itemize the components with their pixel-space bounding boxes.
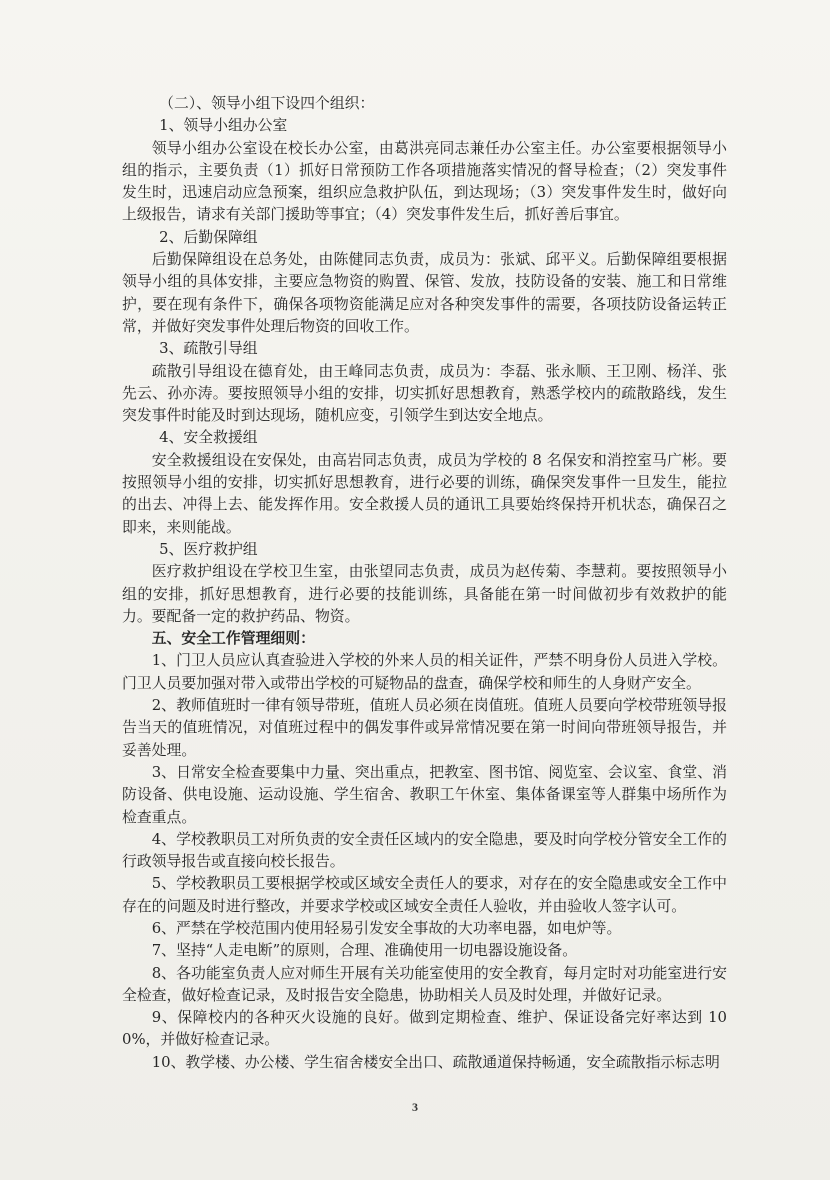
paragraph-rescue: 安全救援组设在安保处，由高岩同志负责，成员为学校的 8 名保安和消控室马广彬。要按照领导小组的安排，切实抓好思想教育，进行必要的训练，确保突发事件一旦发生，能拉的出去、冲得上去、能发挥作用。安全救援人员的通讯工具要始终保持开机状态，确保召之即来，来则能战。 — [122, 450, 727, 536]
subsection-heading-logistics: 2、后勤保障组 — [159, 227, 258, 246]
rule-item-3: 3、日常安全检查要集中力量、突出重点，把教室、图书馆、阅览室、会议室、食堂、消防设备、供电设施、运动设施、学生宿舍、教职工午休室、集体备课室等人群集中场所作为检查重点。 — [122, 762, 727, 826]
section-heading-2: （二）、领导小组下设四个组织： — [159, 94, 375, 112]
rule-item-6: 6、严禁在学校范围内使用轻易引发安全事故的大功率电器，如电炉等。 — [151, 918, 622, 937]
rule-item-10: 10、教学楼、办公楼、学生宿舍楼安全出口、疏散通道保持畅通，安全疏散指示标志明 — [151, 1052, 720, 1071]
paragraph-office: 领导小组办公室设在校长办公室，由葛洪亮同志兼任办公室主任。办公室要根据领导小组的指示，主要负责（1）抓好日常预防工作各项措施落实情况的督导检查；（2）突发事件发生时，迅速启动应急预案，组织应急救护队伍，到达现场；（3）突发事件发生时，做好向上级报告，请求有关部门援助等事宜；（4）突发事件发生后，抓好善后事宜。 — [122, 138, 727, 224]
page-number: 3 — [412, 1100, 418, 1114]
rule-item-8: 8、各功能室负责人应对师生开展有关功能室使用的安全教育，每月定时对功能室进行安全检查，做好检查记录，及时报告安全隐患，协助相关人员及时处理，并做好记录。 — [122, 963, 727, 1004]
rule-item-5: 5、学校教职员工要根据学校或区域安全责任人的要求，对存在的安全隐患或安全工作中存在的问题及时进行整改，并要求学校或区域安全责任人验收，并由验收人签字认可。 — [122, 874, 727, 915]
rule-item-9: 9、保障校内的各种灭火设施的良好。做到定期检查、维护、保证设备完好率达到 100%，并做好检查记录。 — [122, 1008, 727, 1049]
document-body — [122, 92, 727, 1073]
rule-item-2: 2、教师值班时一律有领导带班，值班人员必须在岗值班。值班人员要向学校带班领导报告当天的值班情况，对值班过程中的偶发事件或异常情况要在第一时间向带班领导报告，并妥善处理。 — [122, 696, 727, 759]
rule-item-4: 4、学校教职员工对所负责的安全责任区域内的安全隐患，要及时向学校分管安全工作的行政领导报告或直接向校长报告。 — [122, 829, 727, 871]
paragraph-evacuation: 疏散引导组设在德育处，由王峰同志负责，成员为：李磊、张永顺、王卫刚、杨洋、张先云、孙亦涛。要按照领导小组的安排，切实抓好思想教育，熟悉学校内的疏散路线，发生突发事件时能及时到达现场，随机应变，引领学生到达安全地点。 — [122, 361, 727, 425]
subsection-heading-evacuation: 3、疏散引导组 — [159, 339, 258, 358]
subsection-heading-office: 1、领导小组办公室 — [159, 116, 288, 135]
section-heading-5: 五、安全工作管理细则： — [151, 629, 315, 648]
rule-item-7: 7、坚持“人走电断”的原则，合理、准确使用一切电器设施设备。 — [151, 941, 578, 960]
rule-item-1: 1、门卫人员应认真查验进入学校的外来人员的相关证件，严禁不明身份人员进入学校。门卫人员要加强对带入或带出学校的可疑物品的盘查，确保学校和师生的人身财产安全。 — [122, 651, 727, 692]
subsection-heading-rescue: 4、安全救援组 — [159, 428, 258, 447]
paragraph-logistics: 后勤保障组设在总务处，由陈健同志负责，成员为：张斌、邱平义。后勤保障组要根据领导小组的具体安排，主要应急物资的购置、保管、发放，技防设备的安装、施工和日常维护，要在现有条件下，确保各项物资能满足应对各种突发事件的需要，各项技防设备运转正常，并做好突发事件处理后物资的回收工作。 — [122, 250, 727, 335]
subsection-heading-medical: 5、医疗救护组 — [159, 539, 258, 558]
paragraph-medical: 医疗救护组设在学校卫生室，由张望同志负责，成员为赵传菊、李慧莉。要按照领导小组的安排，抓好思想教育，进行必要的技能训练，具备能在第一时间做初步有效救护的能力。要配备一定的救护药品、物资。 — [122, 562, 727, 625]
